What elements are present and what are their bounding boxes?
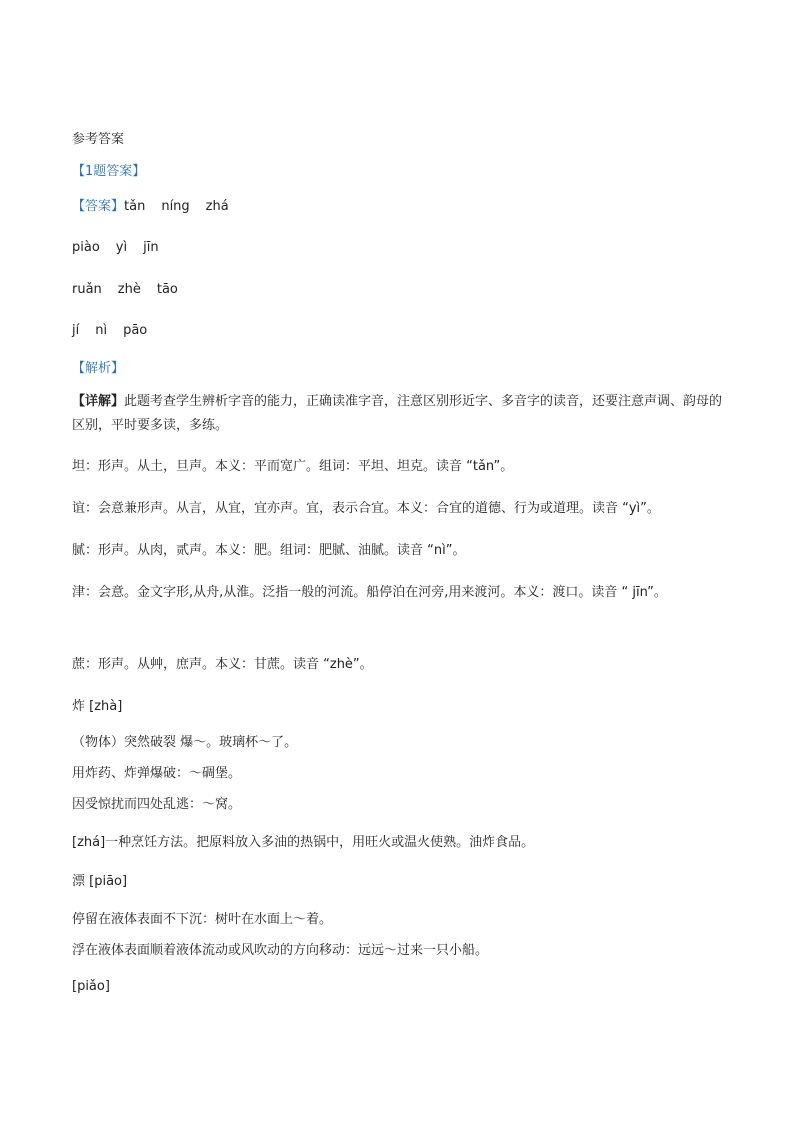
entry-jin: 津：会意。金文字形,从舟,从淮。泛指一般的河流。船停泊在河旁,用来渡河。本义：渡口。读音 “ jīn”。 (72, 585, 667, 600)
entry-zha-def-2: 用炸药、炸弹爆破：～碉堡。 (72, 766, 242, 781)
entry-zha-heading: 炸 [zhà] (72, 699, 123, 714)
pinyin: piào (72, 240, 100, 255)
pinyin: jí (72, 323, 80, 338)
pinyin: zhá (205, 199, 229, 214)
pinyin: pāo (123, 323, 148, 338)
question-1-title: 【1题答案】 (72, 164, 146, 179)
entry-zha-fry: [zhá]一种烹饪方法。把原料放入多油的热锅中，用旺火或温火使熟。油炸食品。 (72, 835, 535, 850)
pinyin: jīn (143, 240, 159, 255)
page-title: 参考答案 (72, 132, 125, 147)
entry-ni: 腻：形声。从肉，贰声。本义：肥。组词：肥腻、油腻。读音 “nì”。 (72, 543, 466, 558)
pinyin: tāo (156, 282, 178, 297)
entry-tan: 坦：形声。从土，旦声。本义：平而宽广。组词：平坦、坦克。读音 “tǎn”。 (72, 459, 514, 474)
entry-piao-heading: 漂 [piāo] (72, 874, 128, 889)
answer-row-4 (72, 322, 147, 340)
entry-yi: 谊：会意兼形声。从言，从宜，宜亦声。宜，表示合宜。本义：合宜的道德、行为或道理。读音 “yì”。 (72, 501, 660, 516)
detail-paragraph (72, 390, 732, 438)
pinyin: tǎn (124, 199, 146, 214)
entry-piao-def-1: 停留在液体表面不下沉：树叶在水面上～着。 (72, 912, 333, 927)
answer-row-2 (72, 239, 159, 257)
answer-tag: 【答案】 (72, 199, 125, 214)
answer-row-1 (72, 198, 229, 216)
entry-zha-def-3: 因受惊扰而四处乱逃：～窝。 (72, 797, 242, 812)
pinyin: ruǎn (72, 282, 102, 297)
pinyin: nì (95, 323, 108, 338)
detail-tag: 【详解】 (72, 394, 125, 409)
entry-zhe: 蔗：形声。从艸，庶声。本义：甘蔗。读音 “zhè”。 (72, 657, 373, 672)
pinyin: níng (161, 199, 190, 214)
answer-row-3 (72, 281, 178, 299)
detail-text: 此题考查学生辨析字音的能力，正确读准字音，注意区别形近字、多音字的读音，还要注意声调、韵母的区别，平时要多读，多练。 (72, 394, 723, 433)
entry-piao-heading-2: [piǎo] (72, 979, 110, 994)
analysis-tag: 【解析】 (72, 361, 125, 376)
pinyin: zhè (117, 282, 141, 297)
entry-piao-def-2: 浮在液体表面顺着液体流动或风吹动的方向移动：远远～过来一只小船。 (72, 943, 489, 958)
pinyin: yì (115, 240, 128, 255)
entry-zha-def-1: （物体）突然破裂 爆～。玻璃杯～了。 (72, 735, 298, 750)
